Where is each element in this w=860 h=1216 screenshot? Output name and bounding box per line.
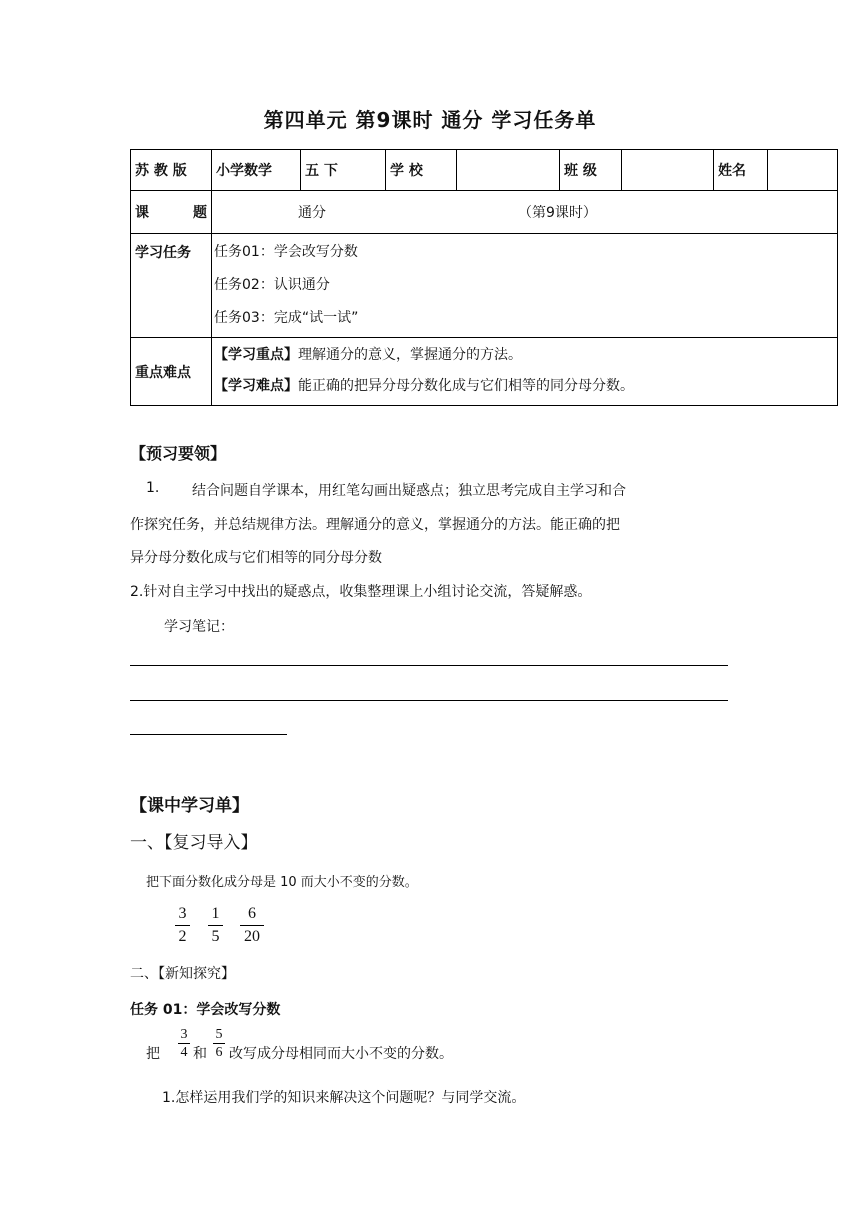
subject-cell: 小学数学 (212, 150, 301, 191)
review-instruction: 把下面分数化成分母是 10 而大小不变的分数。 (146, 875, 418, 890)
topic-cell (212, 191, 838, 234)
school-value[interactable] (457, 150, 560, 191)
task-item-2: 任务02：认识通分 (214, 277, 330, 293)
topic-value: 通分 (298, 205, 326, 221)
publisher-cell: 苏 教 版 (131, 150, 212, 191)
difficulty-tag: 【学习难点】 (214, 378, 298, 394)
fraction-denominator: 6 (215, 1045, 223, 1060)
tasks-label: 学习任务 (131, 234, 212, 338)
key-point-text: 理解通分的意义，掌握通分的方法。 (298, 347, 522, 363)
preview-heading: 【预习要领】 (130, 444, 227, 463)
task01-fraction-2 (213, 1027, 225, 1060)
preview-item1-line1: 结合问题自学课本，用红笔勾画出疑惑点；独立思考完成自主学习和合 (192, 483, 626, 499)
key-point-tag: 【学习重点】 (214, 347, 298, 363)
fraction-numerator: 1 (211, 905, 220, 922)
fraction-denominator: 4 (180, 1045, 188, 1060)
fraction-denominator: 20 (244, 928, 260, 945)
fraction-numerator: 6 (248, 905, 256, 922)
review-fraction-1 (175, 905, 190, 946)
grade-cell: 五 下 (301, 150, 386, 191)
page-title: 第四单元 第9课时 通分 学习任务单 (263, 108, 597, 132)
task01-prefix: 把 (146, 1046, 160, 1062)
fraction-denominator: 5 (211, 928, 220, 945)
preview-item1-num: 1. (146, 480, 160, 496)
info-table (130, 149, 838, 406)
task01-title: 任务 01：学会改写分数 (130, 1002, 281, 1018)
fraction-numerator: 5 (215, 1027, 223, 1042)
preview-item2: 2.针对自主学习中找出的疑惑点，收集整理课上小组讨论交流，答疑解惑。 (130, 584, 592, 600)
preview-item1-line2: 作探究任务，并总结规律方法。理解通分的意义，掌握通分的方法。能正确的把 (130, 517, 620, 533)
class-label: 班 级 (560, 150, 622, 191)
topic-label: 课 题 (131, 191, 212, 234)
review-fraction-3 (240, 905, 264, 946)
section-review: 一、【复习导入】 (130, 833, 258, 853)
task01-mid: 和 (193, 1046, 207, 1062)
name-label: 姓名 (714, 150, 768, 191)
section-explore: 二、【新知探究】 (130, 966, 235, 982)
review-fraction-2 (208, 905, 223, 946)
question-1: 1.怎样运用我们学的知识来解决这个问题呢？与同学交流。 (162, 1090, 526, 1106)
fraction-numerator: 3 (178, 905, 187, 922)
tasks-cell (212, 234, 838, 338)
preview-item1-line3: 异分母分数化成与它们相等的同分母分数 (130, 550, 382, 566)
notes-line-1 (130, 665, 728, 666)
task-item-1: 任务01：学会改写分数 (214, 244, 358, 260)
key-cell (212, 338, 838, 406)
difficulty-text: 能正确的把异分母分数化成与它们相等的同分母分数。 (298, 378, 634, 394)
notes-line-2 (130, 700, 728, 701)
notes-line-3 (130, 734, 287, 735)
name-value[interactable] (768, 150, 838, 191)
key-label: 重点难点 (131, 338, 212, 406)
school-label: 学 校 (386, 150, 457, 191)
task01-suffix: 改写成分母相同而大小不变的分数。 (229, 1046, 453, 1062)
topic-period: （第9课时） (518, 205, 597, 221)
class-value[interactable] (622, 150, 714, 191)
fraction-denominator: 2 (178, 928, 187, 945)
task01-fraction-1 (178, 1027, 190, 1060)
fraction-numerator: 3 (180, 1027, 188, 1042)
lesson-heading: 【课中学习单】 (130, 796, 249, 816)
notes-label: 学习笔记： (164, 619, 234, 635)
task-item-3: 任务03：完成“试一试” (214, 310, 359, 326)
